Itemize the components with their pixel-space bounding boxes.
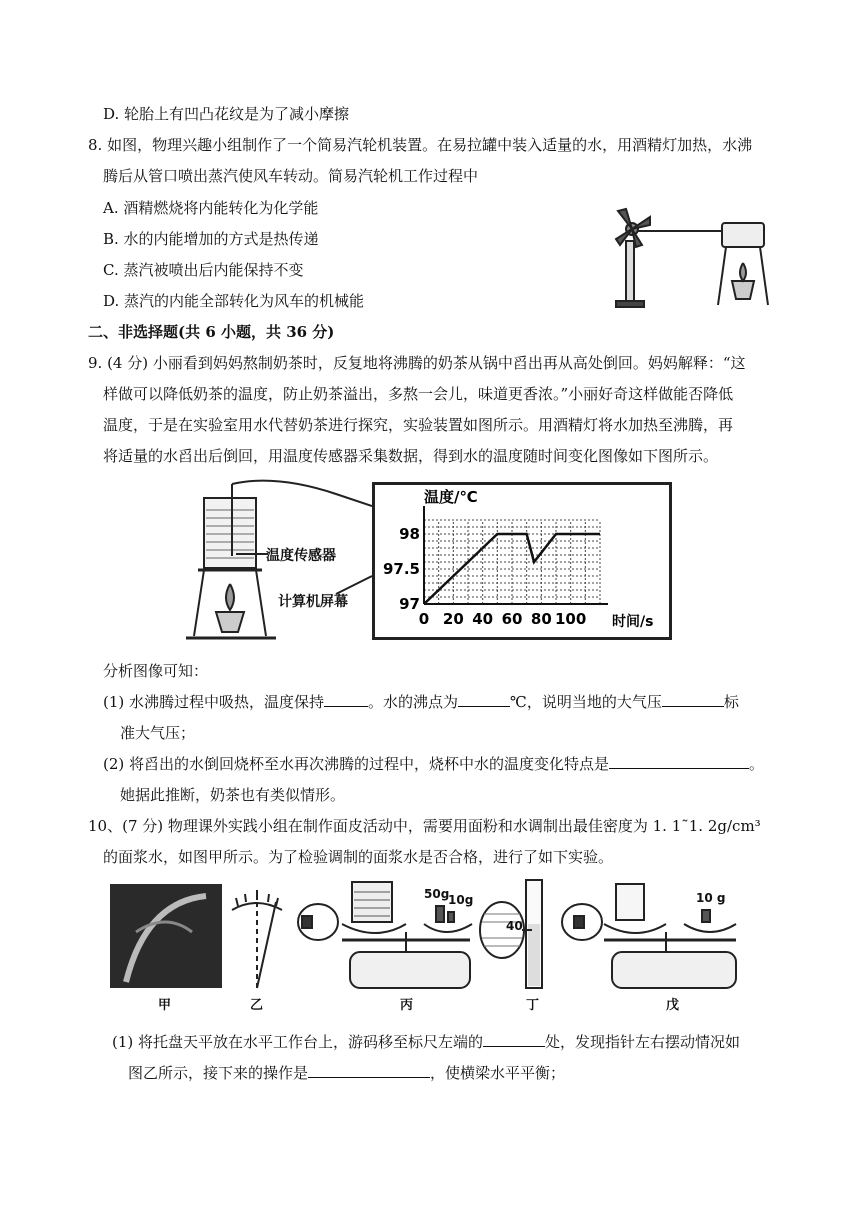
x-tick-label: 40 [472, 610, 494, 628]
q10-part1-text-c: 图乙所示，接下来的操作是 [128, 1064, 309, 1082]
x-tick-label: 20 [442, 610, 464, 628]
q9-part1-line2: 准大气压； [120, 724, 196, 742]
weight-10g-label-2: 10 g [696, 891, 726, 905]
q10-part1-line1 [112, 1032, 740, 1052]
q9-line2: 样做可以降低奶茶的温度，防止奶茶溢出，多熬一会儿，味道更香浓。”小丽好奇这样做能否降低 [103, 385, 734, 403]
scale-reading: 2 [314, 915, 323, 929]
sensor-label: 温度传感器 [266, 548, 336, 564]
weight-10g-label: 10g [448, 893, 474, 907]
answer-blank-temperature[interactable] [324, 692, 368, 707]
y-tick-label: 98 [399, 525, 420, 543]
q9-part2-line1 [103, 754, 764, 774]
q8-option-a: A. 酒精燃烧将内能转化为化学能 [103, 199, 319, 217]
y-tick-label: 97 [399, 595, 420, 613]
q10-part1-text-a: (1) 将托盘天平放在水平工作台上，游码移至标尺左端的 [112, 1033, 484, 1051]
q9-part2-text-a: (2) 将舀出的水倒回烧杯至水再次沸腾的过程中，烧杯中水的温度变化特点是 [103, 755, 610, 773]
q9-line4: 将适量的水舀出后倒回，用温度传感器采集数据，得到水的温度随时间变化图像如下图所示。 [103, 447, 719, 465]
temperature-chart [376, 486, 668, 636]
section-2-heading: 二、非选择题(共 6 小题，共 36 分) [88, 323, 335, 341]
q9-figure [186, 476, 678, 646]
screen-label: 计算机屏幕 [278, 594, 348, 610]
q9-part1-text-b: 。水的沸点为 [368, 693, 459, 711]
q7-option-d: D. 轮胎上有凹凸花纹是为了减小摩擦 [103, 105, 350, 123]
q10-part1-text-d: ，使横梁水平平衡； [430, 1064, 566, 1082]
x-axis-label: 时间/s [612, 614, 654, 630]
analysis-intro: 分析图像可知： [103, 662, 209, 680]
q8-stem-line2: 腾后从管口喷出蒸汽使风车转动。简易汽轮机工作过程中 [103, 167, 479, 185]
q9-part1-line1 [103, 692, 739, 712]
q9-line1: 9. (4 分) 小丽看到妈妈熬制奶茶时，反复地将沸腾的奶茶从锅中舀出再从高处倒回。妈妈解释：“这 [88, 354, 746, 372]
q10-figure [106, 872, 750, 1020]
fig-label-jia: 甲 [158, 998, 172, 1013]
q9-part1-text-d: 标 [723, 693, 739, 711]
x-tick-label: 60 [501, 610, 523, 628]
q10-part1-line2 [128, 1063, 565, 1083]
fig-label-ding: 丁 [526, 998, 540, 1013]
q8-stem-line1: 8. 如图，物理兴趣小组制作了一个简易汽轮机装置。在易拉罐中装入适量的水，用酒精灯加热，水沸 [88, 136, 753, 154]
weight-50g-label: 50g [424, 887, 450, 901]
turbine-figure [612, 203, 772, 313]
q9-part2-text-b: 。 [749, 755, 765, 773]
x-tick-label: 80 [530, 610, 552, 628]
answer-blank-zero-mark[interactable] [483, 1032, 545, 1047]
q8-option-d: D. 蒸汽的内能全部转化为风车的机械能 [103, 292, 365, 310]
q9-part2-line2: 她据此推断，奶茶也有类似情形。 [120, 786, 346, 804]
q8-option-c: C. 蒸汽被喷出后内能保持不变 [103, 261, 304, 279]
answer-blank-temp-change[interactable] [609, 754, 749, 769]
q8-option-b: B. 水的内能增加的方式是热传递 [103, 230, 319, 248]
fig-label-yi: 乙 [250, 998, 264, 1013]
answer-blank-boiling-point[interactable] [458, 692, 510, 707]
fig-label-bing: 丙 [400, 998, 414, 1013]
x-tick-label: 0 [418, 610, 430, 628]
y-tick-label: 97.5 [382, 560, 420, 578]
answer-blank-operation[interactable] [308, 1063, 430, 1078]
cylinder-reading: 40 [506, 919, 523, 933]
q9-part1-text-a: (1) 水沸腾过程中吸热，温度保持 [103, 693, 325, 711]
fig-label-wu: 戊 [666, 998, 680, 1013]
q10-line2: 的面浆水，如图甲所示。为了检验调制的面浆水是否合格，进行了如下实验。 [103, 848, 614, 866]
x-tick-label: 100 [555, 610, 587, 628]
q10-line1: 10、(7 分) 物理课外实践小组在制作面皮活动中，需要用面粉和水调制出最佳密度为 1. 1˜1. 2g/cm³ [88, 817, 761, 835]
y-axis-label: 温度/℃ [424, 488, 478, 506]
q10-part1-text-b: 处，发现指针左右摆动情况如 [545, 1033, 741, 1051]
q9-line3: 温度，于是在实验室用水代替奶茶进行探究，实验装置如图所示。用酒精灯将水加热至沸腾，再 [103, 416, 734, 434]
answer-blank-pressure[interactable] [662, 692, 724, 707]
q9-part1-text-c: ℃，说明当地的大气压 [510, 693, 662, 711]
